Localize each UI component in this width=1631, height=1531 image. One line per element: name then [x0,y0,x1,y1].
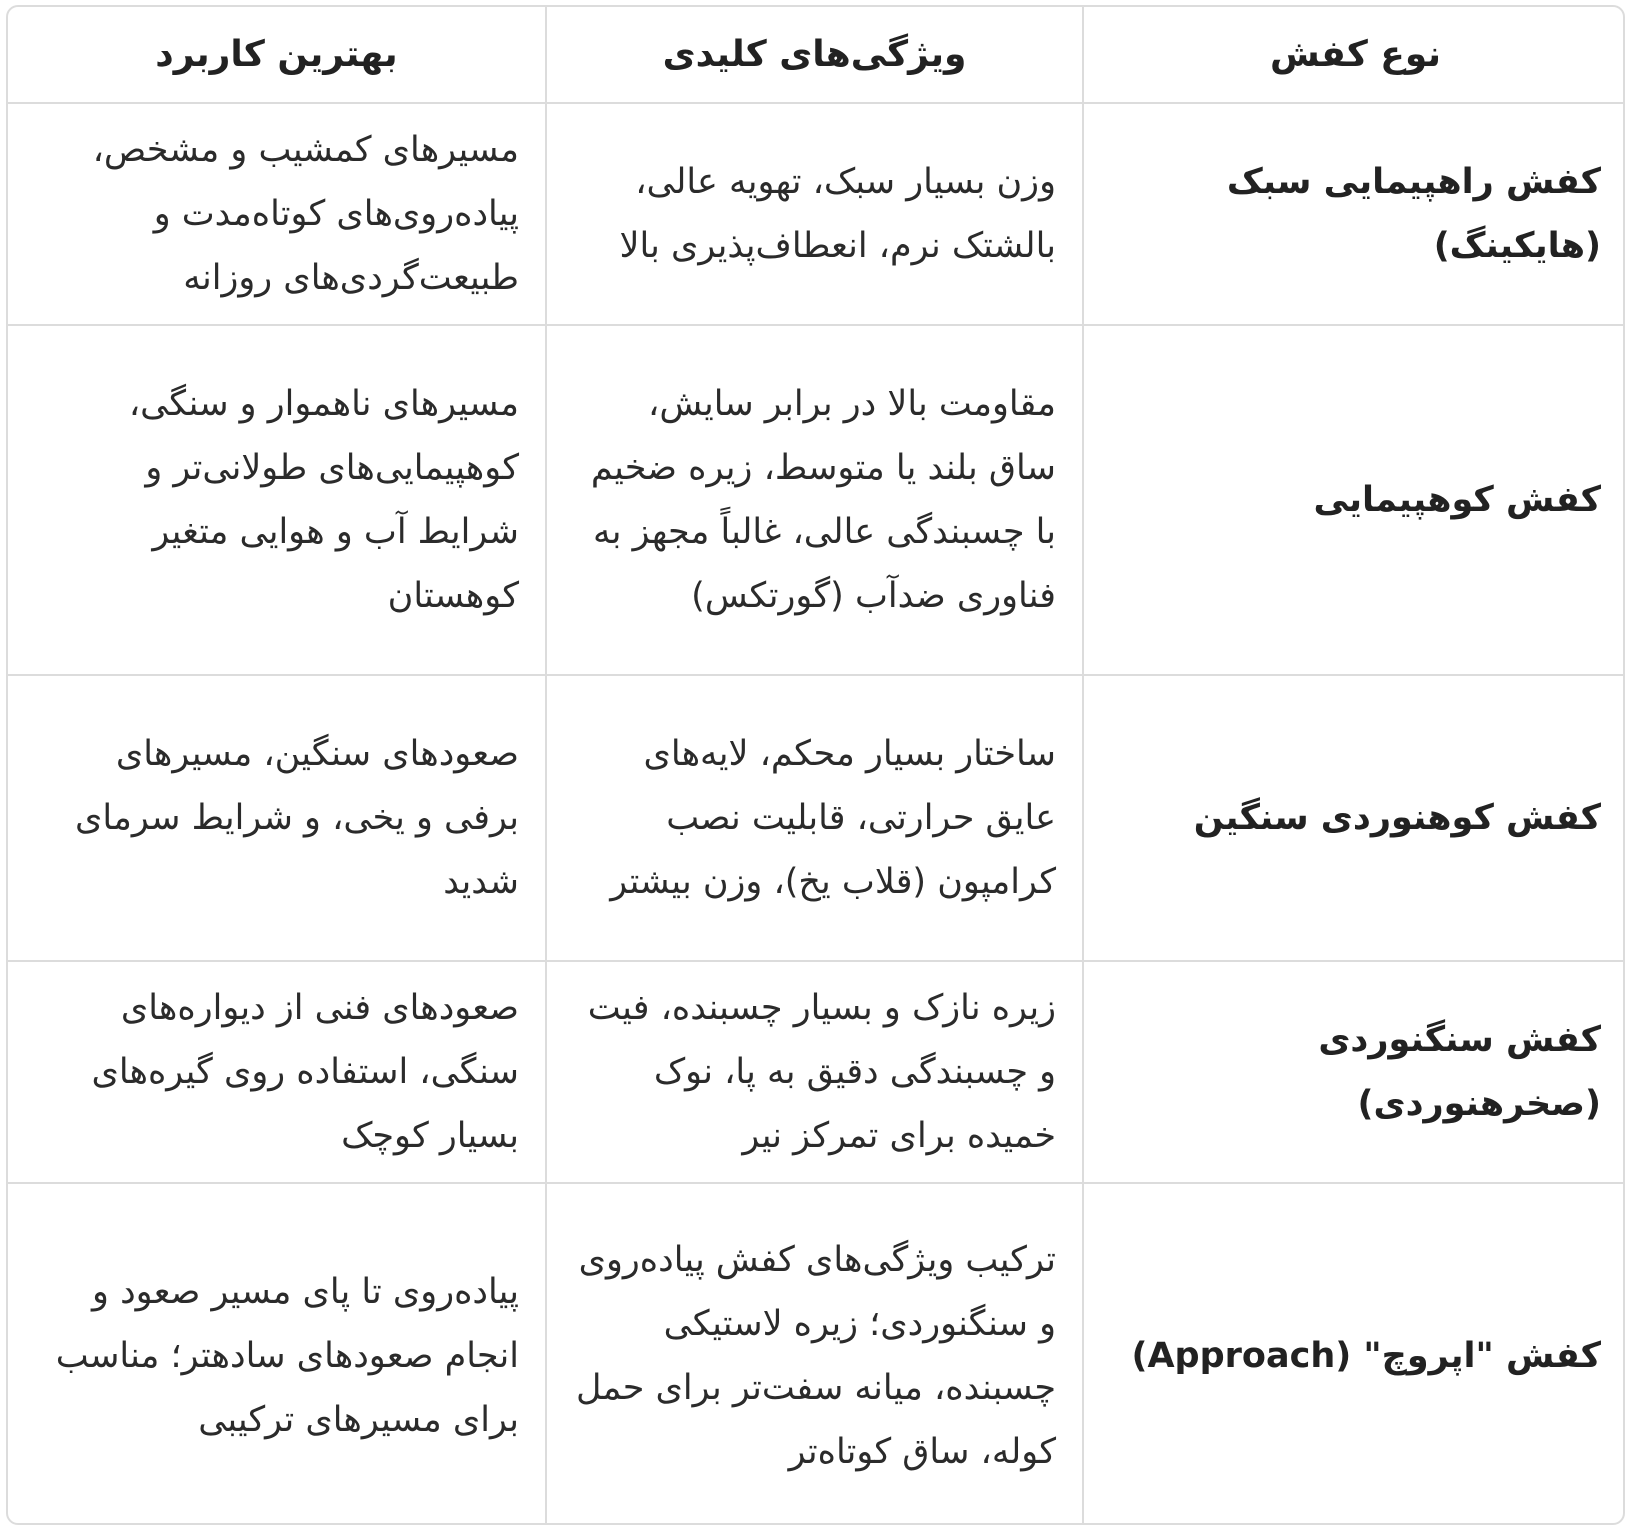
table-row [8,103,1625,325]
shoe-type-cell: کفش کوهپیمایی [1083,325,1625,675]
features-cell: مقاومت بالا در برابر سایش، ساق بلند یا متوسط، زیره ضخیم با چسبندگی عالی، غالباً مجهز به فناوری ضدآب (گورتکس) [546,325,1083,675]
header-best-use: بهترین کاربرد [8,7,546,103]
features-cell: زیره نازک و بسیار چسبنده، فیت و چسبندگی دقیق به پا، نوک خمیده برای تمرکز نیر [546,961,1083,1183]
features-cell: ساختار بسیار محکم، لایه‌های عایق حرارتی، قابلیت نصب کرامپون (قلاب یخ)، وزن بیشتر [546,675,1083,961]
usage-cell: مسیرهای کمشیب و مشخص، پیاده‌روی‌های کوتاه‌مدت و طبیعت‌گردی‌های روزانه [8,103,546,325]
usage-cell: صعودهای سنگین، مسیرهای برفی و یخی، و شرایط سرمای شدید [8,675,546,961]
table-row [8,1183,1625,1525]
table-header-row [8,7,1625,103]
features-cell: وزن بسیار سبک، تهویه عالی، بالشتک نرم، انعطاف‌پذیری بالا [546,103,1083,325]
table-row [8,961,1625,1183]
header-key-features: ویژگی‌های کلیدی [546,7,1083,103]
shoe-type-cell: کفش کوهنوردی سنگین [1083,675,1625,961]
comparison-table-container [6,5,1625,1525]
shoe-type-cell: کفش "اپروچ" (Approach) [1083,1183,1625,1525]
shoe-comparison-table [8,7,1625,1525]
header-shoe-type: نوع کفش [1083,7,1625,103]
table-row [8,675,1625,961]
shoe-type-cell: کفش سنگنوردی (صخرهنوردی) [1083,961,1625,1183]
table-row [8,325,1625,675]
usage-cell: مسیرهای ناهموار و سنگی، کوهپیمایی‌های طولانی‌تر و شرایط آب و هوایی متغیر کوهستان [8,325,546,675]
usage-cell: پیاده‌روی تا پای مسیر صعود و انجام صعودهای سادهتر؛ مناسب برای مسیرهای ترکیبی [8,1183,546,1525]
usage-cell: صعودهای فنی از دیواره‌های سنگی، استفاده روی گیره‌های بسیار کوچک [8,961,546,1183]
features-cell: ترکیب ویژگی‌های کفش پیاده‌روی و سنگنوردی؛ زیره لاستیکی چسبنده، میانه سفت‌تر برای حمل کوله، ساق کوتاه‌تر [546,1183,1083,1525]
shoe-type-cell: کفش راهپیمایی سبک (هایکینگ) [1083,103,1625,325]
